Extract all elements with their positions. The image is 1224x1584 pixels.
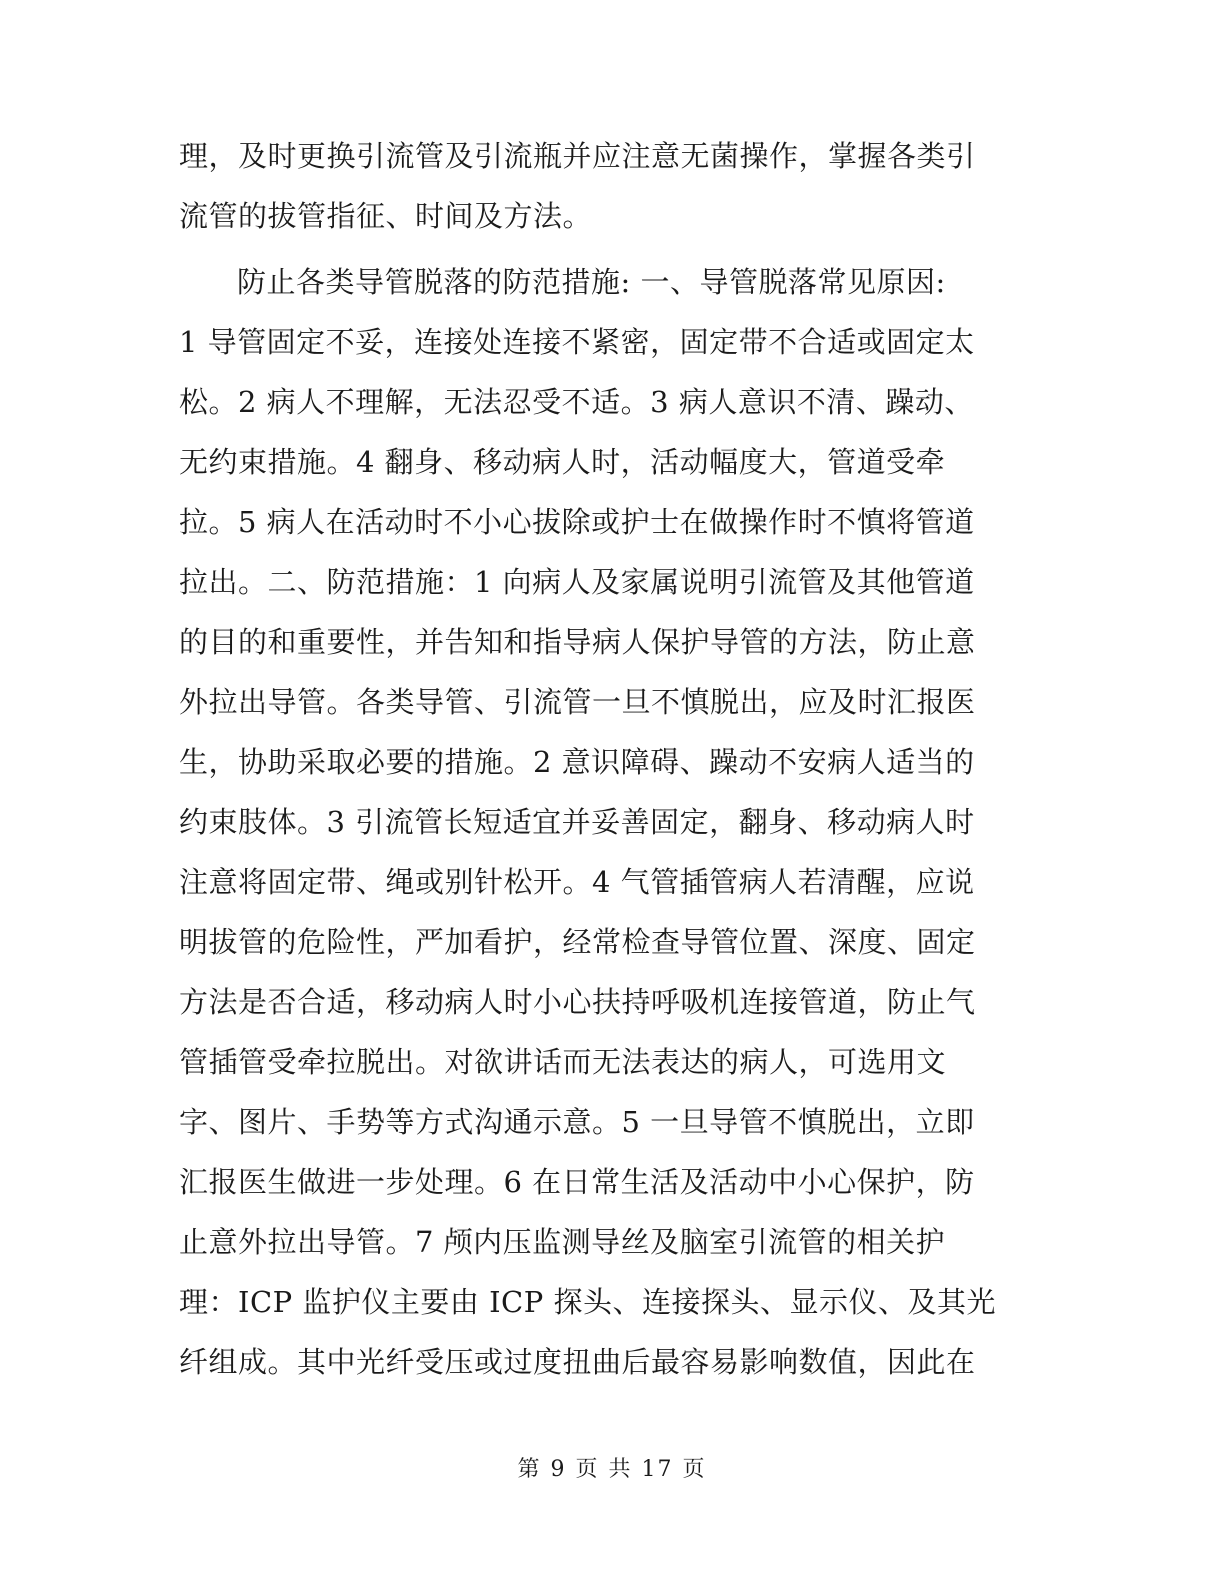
text-line: 的目的和重要性，并告知和指导病人保护导管的方法，防止意 [179, 625, 976, 659]
text-line: 拉。5 病人在活动时不小心拔除或护士在做操作时不慎将管道 [179, 505, 975, 539]
text-line: 拉出。二、防范措施：1 向病人及家属说明引流管及其他管道 [179, 565, 975, 599]
text-line: 1 导管固定不妥，连接处连接不紧密，固定带不合适或固定太 [179, 325, 975, 359]
text-line: 方法是否合适，移动病人时小心扶持呼吸机连接管道，防止气 [179, 985, 976, 1019]
text-line: 注意将固定带、绳或别针松开。4 气管插管病人若清醒，应说 [179, 865, 975, 899]
text-line: 理，及时更换引流管及引流瓶并应注意无菌操作，掌握各类引 [179, 139, 976, 173]
paragraph-2 [179, 252, 1039, 1392]
text-line: 理：ICP 监护仪主要由 ICP 探头、连接探头、显示仪、及其光 [179, 1285, 996, 1319]
text-line-first: 防止各类导管脱落的防范措施: 一、导管脱落常见原因: [237, 265, 946, 299]
text-line: 流管的拔管指征、时间及方法。 [179, 199, 593, 233]
text-line: 松。2 病人不理解，无法忍受不适。3 病人意识不清、躁动、 [179, 385, 974, 419]
text-line: 明拔管的危险性，严加看护，经常检查导管位置、深度、固定 [179, 925, 976, 959]
document-body [179, 126, 1039, 1392]
text-line: 约束肢体。3 引流管长短适宜并妥善固定，翻身、移动病人时 [179, 805, 975, 839]
page-number-footer: 第 9 页 共 17 页 [517, 1457, 707, 1482]
text-line: 生，协助采取必要的措施。2 意识障碍、躁动不安病人适当的 [179, 745, 975, 779]
text-line: 外拉出导管。各类导管、引流管一旦不慎脱出，应及时汇报医 [179, 685, 976, 719]
text-line: 字、图片、手势等方式沟通示意。5 一旦导管不慎脱出，立即 [179, 1105, 975, 1139]
text-line: 纤组成。其中光纤受压或过度扭曲后最容易影响数值，因此在 [179, 1345, 976, 1379]
text-line: 止意外拉出导管。7 颅内压监测导丝及脑室引流管的相关护 [179, 1225, 946, 1259]
text-line: 汇报医生做进一步处理。6 在日常生活及活动中小心保护，防 [179, 1165, 975, 1199]
text-line: 无约束措施。4 翻身、移动病人时，活动幅度大，管道受牵 [179, 445, 946, 479]
text-line: 管插管受牵拉脱出。对欲讲话而无法表达的病人，可选用文 [179, 1045, 947, 1079]
paragraph-1 [179, 126, 1039, 246]
